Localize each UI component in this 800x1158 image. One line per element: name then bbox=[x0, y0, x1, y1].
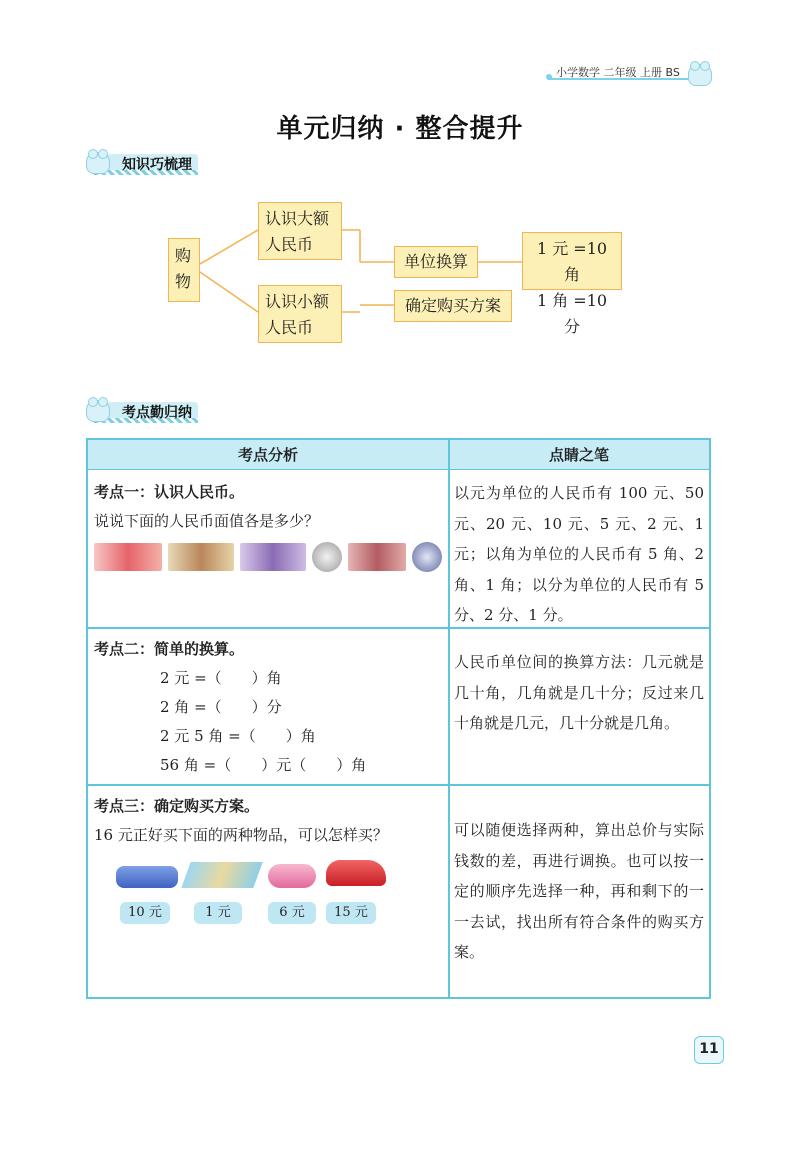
price-pencil-case: 6 元 bbox=[268, 902, 316, 924]
coin-1-yuan bbox=[312, 542, 342, 572]
note-100-yuan bbox=[94, 543, 162, 571]
price-notebook: 1 元 bbox=[194, 902, 242, 924]
toy-car-image bbox=[326, 860, 386, 886]
mindmap-root bbox=[168, 238, 200, 302]
mindmap-small-money bbox=[258, 285, 342, 343]
notebook-image bbox=[181, 862, 262, 888]
row-divider-2 bbox=[88, 784, 709, 786]
row3-question: 16 元正好买下面的两种物品，可以怎样买？ bbox=[94, 826, 388, 844]
goods-area bbox=[94, 856, 394, 926]
root-line1: 购 bbox=[175, 246, 192, 265]
header-tips: 点睛之笔 bbox=[449, 440, 709, 470]
note-20-yuan bbox=[168, 543, 234, 571]
book-info: 小学数学 二年级 上册 BS bbox=[556, 66, 680, 79]
rule-yuan-jiao: 1 元 =10 角 bbox=[536, 239, 608, 284]
note-jiao bbox=[348, 543, 406, 571]
row2-title: 考点二：简单的换算。 bbox=[94, 640, 245, 658]
small-money-line1: 认识小额 bbox=[265, 292, 330, 311]
row2-analysis bbox=[94, 635, 366, 780]
row1-title: 考点一：认识人民币。 bbox=[94, 483, 245, 501]
column-divider bbox=[448, 440, 450, 997]
large-money-line2: 人民币 bbox=[265, 235, 314, 254]
row1-question: 说说下面的人民币面值各是多少？ bbox=[94, 512, 320, 530]
money-images bbox=[94, 542, 442, 572]
mindmap-rules bbox=[522, 232, 622, 336]
root-line2: 物 bbox=[175, 272, 192, 291]
row3-title: 考点三：确定购买方案。 bbox=[94, 797, 260, 815]
page-number: 11 bbox=[694, 1036, 724, 1064]
section-exam-points-label: 考点勤归纳 bbox=[122, 405, 192, 421]
section-exam-points bbox=[86, 398, 196, 424]
row1-analysis bbox=[94, 478, 442, 572]
header-analysis: 考点分析 bbox=[88, 440, 448, 470]
coin-fen bbox=[412, 542, 442, 572]
stapler-image bbox=[116, 866, 178, 888]
bear-icon bbox=[86, 400, 110, 422]
rule-jiao-fen: 1 角 =10 分 bbox=[536, 291, 608, 336]
page-title: 单元归纳 · 整合提升 bbox=[276, 114, 524, 144]
exercise-4: 56 角 =（ ）元（ ）角 bbox=[160, 756, 367, 774]
exercise-list bbox=[94, 664, 366, 780]
mindmap-large-money bbox=[258, 202, 342, 260]
pencil-case-image bbox=[268, 864, 316, 888]
price-toy-car: 15 元 bbox=[326, 902, 376, 924]
row2-tip: 人民币单位间的换算方法：几元就是几十角，几角就是几十分；反过来几十角就是几元，几十分就是几角。 bbox=[454, 653, 704, 732]
exam-table bbox=[86, 438, 711, 999]
exercise-2: 2 角 =（ ）分 bbox=[160, 698, 282, 716]
mindmap-purchase-plan: 确定购买方案 bbox=[394, 290, 512, 322]
small-money-line2: 人民币 bbox=[265, 318, 314, 337]
price-stapler: 10 元 bbox=[120, 902, 170, 924]
note-5-yuan bbox=[240, 543, 306, 571]
mindmap-connectors bbox=[0, 0, 800, 380]
row1-tip: 以元为单位的人民币有 100 元、50 元、20 元、10 元、5 元、2 元、1 元；以角为单位的人民币有 5 角、2 角、1 角；以分为单位的人民币有 5 分、2 分、1 分。 bbox=[454, 484, 704, 624]
exercise-3: 2 元 5 角 =（ ）角 bbox=[160, 727, 316, 745]
row3-tip: 可以随便选择两种，算出总价与实际钱数的差，再进行调换。也可以按一定的顺序先选择一种，再和剩下的一一去试，找出所有符合条件的购买方案。 bbox=[454, 821, 704, 961]
mindmap-unit-conversion: 单位换算 bbox=[394, 246, 478, 278]
row3-analysis bbox=[94, 792, 394, 926]
large-money-line1: 认识大额 bbox=[265, 209, 330, 228]
section-knowledge-label: 知识巧梳理 bbox=[122, 157, 192, 173]
exercise-1: 2 元 =（ ）角 bbox=[160, 669, 282, 687]
